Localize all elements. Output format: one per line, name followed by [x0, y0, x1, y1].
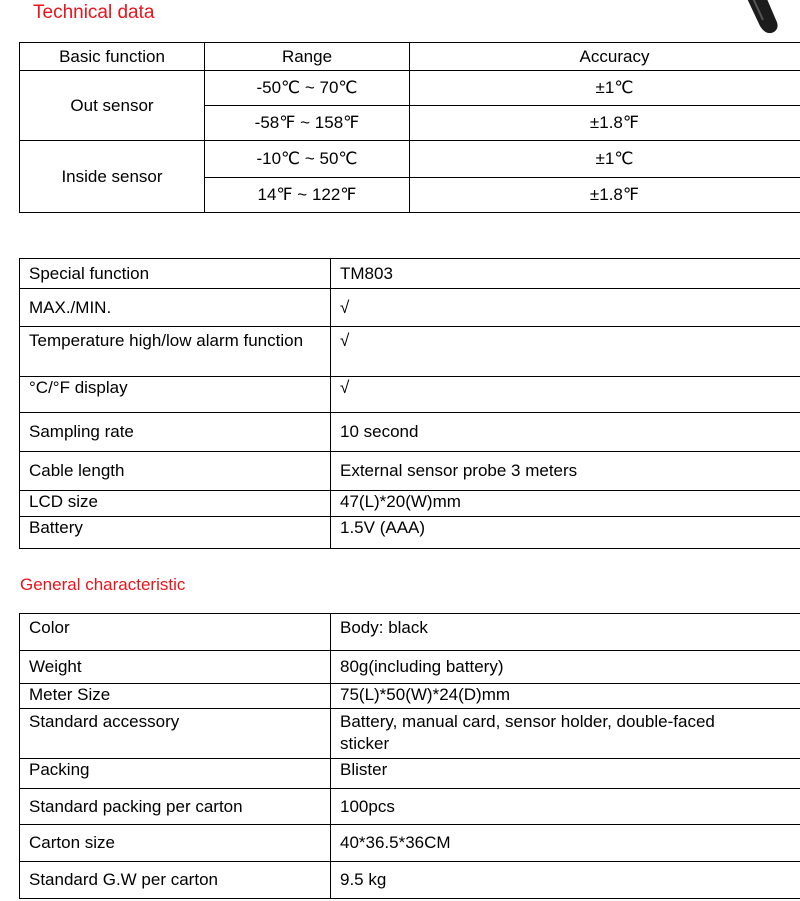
general-characteristic-title: General characteristic: [20, 575, 186, 594]
row-label: Packing: [20, 759, 331, 789]
row-value: 9.5 kg: [331, 862, 800, 899]
row-value: 100pcs: [331, 789, 800, 825]
table-row: [20, 759, 800, 789]
table-row: [20, 862, 800, 899]
table-row: [20, 452, 800, 491]
technical-data-title: Technical data: [33, 2, 155, 23]
row-value: 1.5V (AAA): [331, 517, 800, 549]
accuracy-cell: ±1.8℉: [410, 106, 800, 141]
row-value: Blister: [331, 759, 800, 789]
row-value: 75(L)*50(W)*24(D)mm: [331, 684, 800, 709]
accuracy-cell: ±1℃: [410, 71, 800, 106]
row-label: LCD size: [20, 491, 331, 517]
table-row: [20, 825, 800, 862]
row-value: 40*36.5*36CM: [331, 825, 800, 862]
model-header: TM803: [331, 259, 800, 289]
row-label: Standard accessory: [20, 709, 331, 759]
table-row: [20, 614, 800, 651]
header-basic-function: Basic function: [20, 43, 205, 71]
range-cell: -50℃ ~ 70℃: [205, 71, 410, 106]
range-cell: -10℃ ~ 50℃: [205, 141, 410, 178]
accuracy-cell: ±1.8℉: [410, 178, 800, 213]
table-row: [20, 141, 800, 178]
row-label: Sampling rate: [20, 413, 331, 452]
table-header-row: [20, 43, 800, 71]
row-value: External sensor probe 3 meters: [331, 452, 800, 491]
table-row: [20, 684, 800, 709]
table-row: [20, 709, 800, 759]
out-sensor-label: Out sensor: [20, 71, 205, 141]
row-label: Standard packing per carton: [20, 789, 331, 825]
row-label: Battery: [20, 517, 331, 549]
row-label: Standard G.W per carton: [20, 862, 331, 899]
technical-data-table: [19, 42, 800, 213]
table-row: [20, 789, 800, 825]
range-cell: 14℉ ~ 122℉: [205, 178, 410, 213]
table-row: [20, 651, 800, 684]
row-label: Cable length: [20, 452, 331, 491]
table-row: [20, 413, 800, 452]
table-row: [20, 517, 800, 549]
table-row: [20, 289, 800, 327]
range-cell: -58℉ ~ 158℉: [205, 106, 410, 141]
row-value: Body: black: [331, 614, 800, 651]
check-mark: √: [331, 289, 800, 327]
row-label: Color: [20, 614, 331, 651]
special-function-header: Special function: [20, 259, 331, 289]
check-mark: √: [331, 327, 800, 377]
check-mark: √: [331, 377, 800, 413]
row-label: Weight: [20, 651, 331, 684]
header-range: Range: [205, 43, 410, 71]
row-label: °C/°F display: [20, 377, 331, 413]
row-label: MAX./MIN.: [20, 289, 331, 327]
table-row: [20, 377, 800, 413]
row-value: 47(L)*20(W)mm: [331, 491, 800, 517]
row-value: 80g(including battery): [331, 651, 800, 684]
row-label: Meter Size: [20, 684, 331, 709]
table-header-row: [20, 259, 800, 289]
table-row: [20, 71, 800, 106]
row-label: Temperature high/low alarm function: [20, 327, 331, 377]
row-value: 10 second: [331, 413, 800, 452]
sensor-probe-image: [730, 0, 790, 42]
row-value: Battery, manual card, sensor holder, double-faced sticker: [331, 709, 800, 759]
inside-sensor-label: Inside sensor: [20, 141, 205, 213]
row-label: Carton size: [20, 825, 331, 862]
table-row: [20, 327, 800, 377]
header-accuracy: Accuracy: [410, 43, 800, 71]
special-function-table: [19, 258, 800, 549]
table-row: [20, 491, 800, 517]
general-characteristic-table: [19, 613, 800, 899]
accuracy-cell: ±1℃: [410, 141, 800, 178]
